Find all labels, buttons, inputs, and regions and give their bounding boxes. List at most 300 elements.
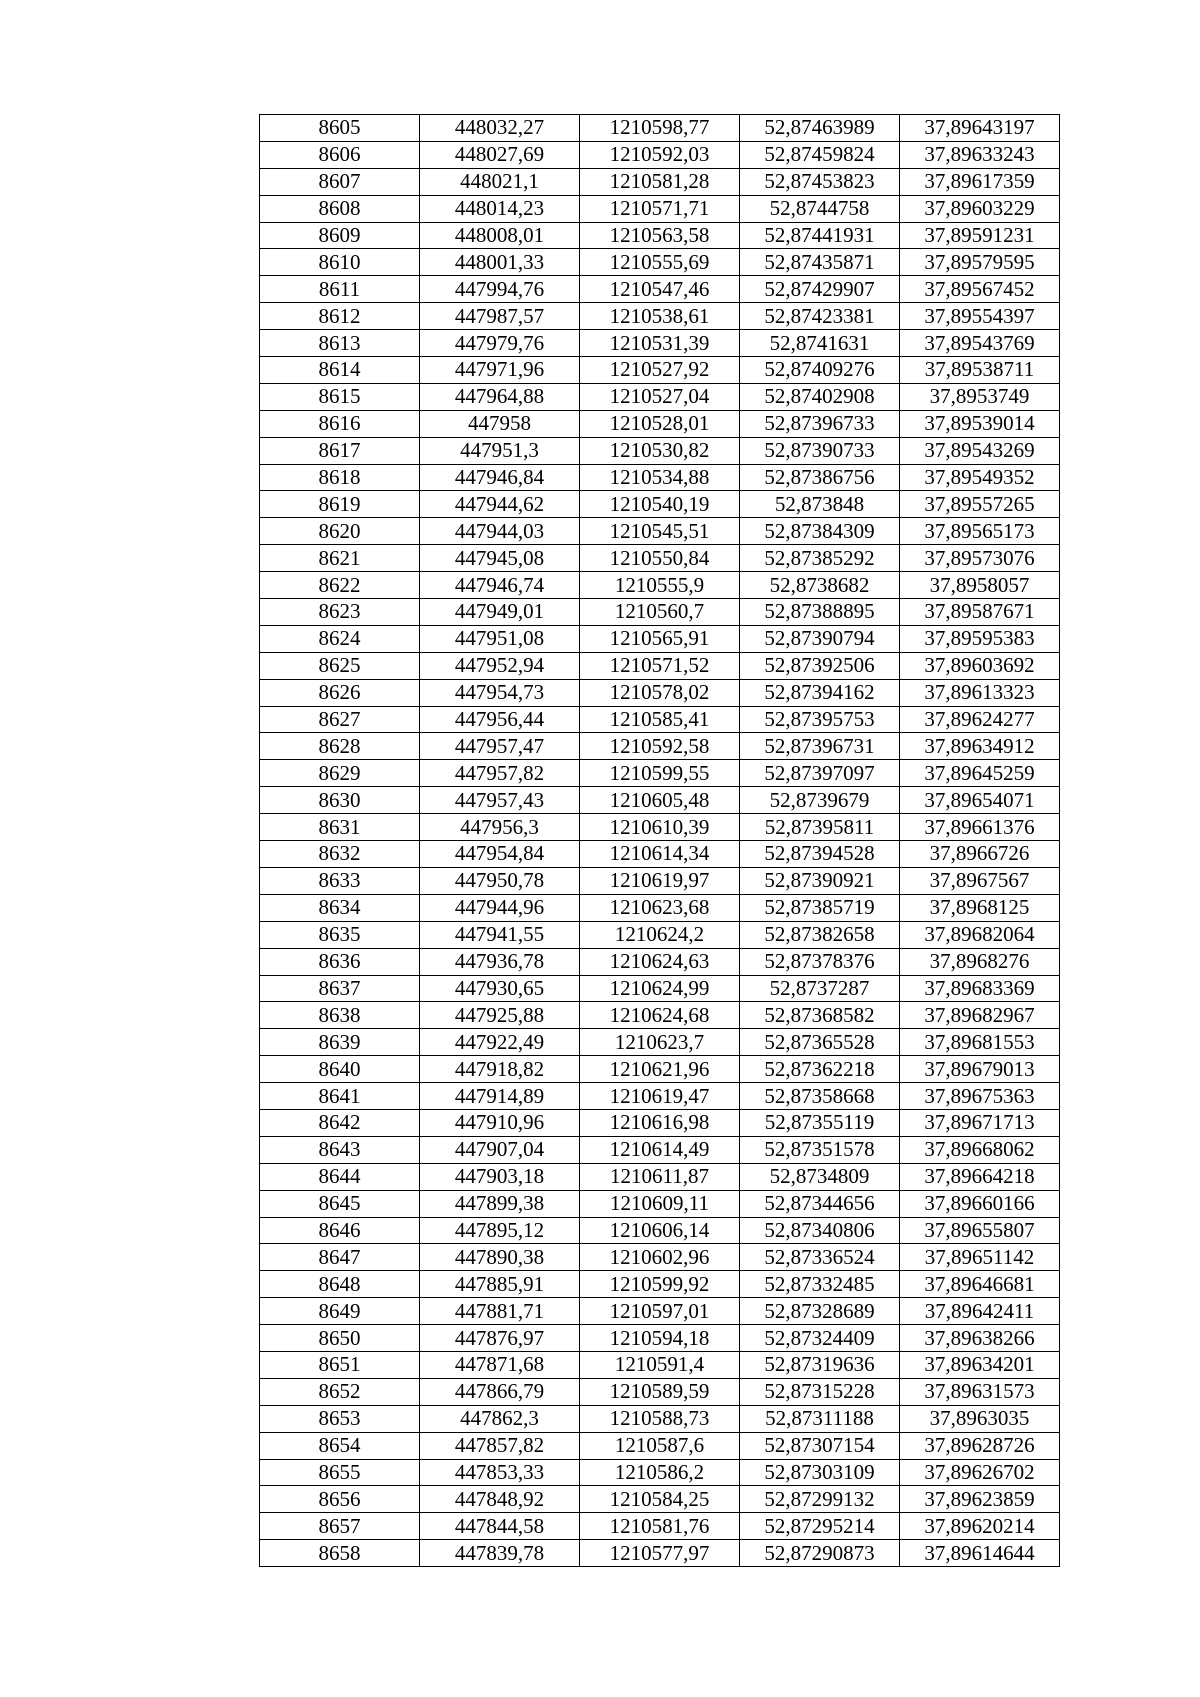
latitude-cell: 52,87385719 (740, 894, 900, 921)
longitude-cell: 37,89634201 (900, 1351, 1060, 1378)
y-coordinate-cell: 1210550,84 (580, 545, 740, 572)
point-number-cell: 8636 (260, 948, 420, 975)
x-coordinate-cell: 447848,92 (420, 1486, 580, 1513)
latitude-cell: 52,8734809 (740, 1163, 900, 1190)
longitude-cell: 37,89683369 (900, 975, 1060, 1002)
table-row (260, 787, 1060, 814)
coordinates-table (259, 114, 1060, 1567)
table-row (260, 276, 1060, 303)
latitude-cell: 52,87394162 (740, 679, 900, 706)
longitude-cell: 37,89664218 (900, 1163, 1060, 1190)
table-row (260, 1378, 1060, 1405)
table-row (260, 1513, 1060, 1540)
point-number-cell: 8630 (260, 787, 420, 814)
point-number-cell: 8607 (260, 168, 420, 195)
y-coordinate-cell: 1210577,97 (580, 1540, 740, 1567)
latitude-cell: 52,8739679 (740, 787, 900, 814)
latitude-cell: 52,87384309 (740, 518, 900, 545)
point-number-cell: 8640 (260, 1056, 420, 1083)
longitude-cell: 37,89633243 (900, 141, 1060, 168)
latitude-cell: 52,87409276 (740, 357, 900, 384)
x-coordinate-cell: 447946,74 (420, 572, 580, 599)
y-coordinate-cell: 1210527,92 (580, 357, 740, 384)
y-coordinate-cell: 1210616,98 (580, 1109, 740, 1136)
table-row (260, 249, 1060, 276)
latitude-cell: 52,87365528 (740, 1029, 900, 1056)
y-coordinate-cell: 1210602,96 (580, 1244, 740, 1271)
latitude-cell: 52,8738682 (740, 572, 900, 599)
x-coordinate-cell: 447957,43 (420, 787, 580, 814)
table-row (260, 437, 1060, 464)
longitude-cell: 37,89543269 (900, 437, 1060, 464)
x-coordinate-cell: 447930,65 (420, 975, 580, 1002)
y-coordinate-cell: 1210619,97 (580, 867, 740, 894)
table-row (260, 599, 1060, 626)
x-coordinate-cell: 447914,89 (420, 1083, 580, 1110)
y-coordinate-cell: 1210581,76 (580, 1513, 740, 1540)
latitude-cell: 52,87441931 (740, 222, 900, 249)
latitude-cell: 52,8741631 (740, 330, 900, 357)
y-coordinate-cell: 1210599,92 (580, 1271, 740, 1298)
x-coordinate-cell: 447839,78 (420, 1540, 580, 1567)
latitude-cell: 52,87368582 (740, 1002, 900, 1029)
table-row (260, 195, 1060, 222)
latitude-cell: 52,87394528 (740, 841, 900, 868)
x-coordinate-cell: 447862,3 (420, 1405, 580, 1432)
point-number-cell: 8609 (260, 222, 420, 249)
point-number-cell: 8611 (260, 276, 420, 303)
y-coordinate-cell: 1210547,46 (580, 276, 740, 303)
table-row (260, 1083, 1060, 1110)
table-row (260, 1136, 1060, 1163)
longitude-cell: 37,89660166 (900, 1190, 1060, 1217)
latitude-cell: 52,873848 (740, 491, 900, 518)
point-number-cell: 8657 (260, 1513, 420, 1540)
point-number-cell: 8615 (260, 383, 420, 410)
longitude-cell: 37,89645259 (900, 760, 1060, 787)
table-row (260, 491, 1060, 518)
latitude-cell: 52,8744758 (740, 195, 900, 222)
point-number-cell: 8634 (260, 894, 420, 921)
y-coordinate-cell: 1210623,68 (580, 894, 740, 921)
y-coordinate-cell: 1210609,11 (580, 1190, 740, 1217)
latitude-cell: 52,87396733 (740, 410, 900, 437)
y-coordinate-cell: 1210599,55 (580, 760, 740, 787)
longitude-cell: 37,89642411 (900, 1298, 1060, 1325)
latitude-cell: 52,87355119 (740, 1109, 900, 1136)
point-number-cell: 8610 (260, 249, 420, 276)
point-number-cell: 8639 (260, 1029, 420, 1056)
longitude-cell: 37,89661376 (900, 814, 1060, 841)
table-row (260, 1351, 1060, 1378)
latitude-cell: 52,87423381 (740, 303, 900, 330)
point-number-cell: 8644 (260, 1163, 420, 1190)
point-number-cell: 8637 (260, 975, 420, 1002)
latitude-cell: 52,87378376 (740, 948, 900, 975)
y-coordinate-cell: 1210624,68 (580, 1002, 740, 1029)
x-coordinate-cell: 447952,94 (420, 652, 580, 679)
x-coordinate-cell: 447987,57 (420, 303, 580, 330)
y-coordinate-cell: 1210591,4 (580, 1351, 740, 1378)
x-coordinate-cell: 447964,88 (420, 383, 580, 410)
longitude-cell: 37,89624277 (900, 706, 1060, 733)
x-coordinate-cell: 447957,82 (420, 760, 580, 787)
point-number-cell: 8638 (260, 1002, 420, 1029)
point-number-cell: 8624 (260, 625, 420, 652)
latitude-cell: 52,87390921 (740, 867, 900, 894)
x-coordinate-cell: 447954,84 (420, 841, 580, 868)
y-coordinate-cell: 1210585,41 (580, 706, 740, 733)
y-coordinate-cell: 1210581,28 (580, 168, 740, 195)
point-number-cell: 8620 (260, 518, 420, 545)
latitude-cell: 52,87303109 (740, 1459, 900, 1486)
x-coordinate-cell: 448014,23 (420, 195, 580, 222)
point-number-cell: 8621 (260, 545, 420, 572)
table-row (260, 652, 1060, 679)
longitude-cell: 37,89587671 (900, 599, 1060, 626)
table-row (260, 679, 1060, 706)
longitude-cell: 37,89671713 (900, 1109, 1060, 1136)
point-number-cell: 8625 (260, 652, 420, 679)
y-coordinate-cell: 1210540,19 (580, 491, 740, 518)
y-coordinate-cell: 1210597,01 (580, 1298, 740, 1325)
x-coordinate-cell: 447944,03 (420, 518, 580, 545)
y-coordinate-cell: 1210571,52 (580, 652, 740, 679)
longitude-cell: 37,89646681 (900, 1271, 1060, 1298)
x-coordinate-cell: 447944,62 (420, 491, 580, 518)
x-coordinate-cell: 447979,76 (420, 330, 580, 357)
longitude-cell: 37,8963035 (900, 1405, 1060, 1432)
y-coordinate-cell: 1210565,91 (580, 625, 740, 652)
longitude-cell: 37,89638266 (900, 1325, 1060, 1352)
latitude-cell: 52,87358668 (740, 1083, 900, 1110)
x-coordinate-cell: 447951,08 (420, 625, 580, 652)
longitude-cell: 37,89675363 (900, 1083, 1060, 1110)
longitude-cell: 37,89549352 (900, 464, 1060, 491)
point-number-cell: 8606 (260, 141, 420, 168)
longitude-cell: 37,89682064 (900, 921, 1060, 948)
longitude-cell: 37,89654071 (900, 787, 1060, 814)
x-coordinate-cell: 447881,71 (420, 1298, 580, 1325)
y-coordinate-cell: 1210555,69 (580, 249, 740, 276)
x-coordinate-cell: 447946,84 (420, 464, 580, 491)
longitude-cell: 37,89651142 (900, 1244, 1060, 1271)
table-row (260, 1325, 1060, 1352)
longitude-cell: 37,89579595 (900, 249, 1060, 276)
longitude-cell: 37,89643197 (900, 115, 1060, 142)
y-coordinate-cell: 1210563,58 (580, 222, 740, 249)
table-row (260, 706, 1060, 733)
latitude-cell: 52,87397097 (740, 760, 900, 787)
y-coordinate-cell: 1210587,6 (580, 1432, 740, 1459)
y-coordinate-cell: 1210588,73 (580, 1405, 740, 1432)
table-row (260, 222, 1060, 249)
latitude-cell: 52,87390733 (740, 437, 900, 464)
longitude-cell: 37,8967567 (900, 867, 1060, 894)
longitude-cell: 37,8968125 (900, 894, 1060, 921)
latitude-cell: 52,87402908 (740, 383, 900, 410)
x-coordinate-cell: 447922,49 (420, 1029, 580, 1056)
table-row (260, 1486, 1060, 1513)
x-coordinate-cell: 447907,04 (420, 1136, 580, 1163)
latitude-cell: 52,87388895 (740, 599, 900, 626)
longitude-cell: 37,89628726 (900, 1432, 1060, 1459)
latitude-cell: 52,87453823 (740, 168, 900, 195)
table-row (260, 1540, 1060, 1567)
latitude-cell: 52,87382658 (740, 921, 900, 948)
point-number-cell: 8647 (260, 1244, 420, 1271)
table-row (260, 1163, 1060, 1190)
y-coordinate-cell: 1210624,2 (580, 921, 740, 948)
latitude-cell: 52,87392506 (740, 652, 900, 679)
table-row (260, 841, 1060, 868)
y-coordinate-cell: 1210527,04 (580, 383, 740, 410)
point-number-cell: 8653 (260, 1405, 420, 1432)
x-coordinate-cell: 447945,08 (420, 545, 580, 572)
x-coordinate-cell: 447954,73 (420, 679, 580, 706)
point-number-cell: 8633 (260, 867, 420, 894)
table-row (260, 1459, 1060, 1486)
y-coordinate-cell: 1210592,58 (580, 733, 740, 760)
table-row (260, 948, 1060, 975)
point-number-cell: 8608 (260, 195, 420, 222)
x-coordinate-cell: 447890,38 (420, 1244, 580, 1271)
table-row (260, 518, 1060, 545)
latitude-cell: 52,87390794 (740, 625, 900, 652)
point-number-cell: 8635 (260, 921, 420, 948)
latitude-cell: 52,87344656 (740, 1190, 900, 1217)
x-coordinate-cell: 447957,47 (420, 733, 580, 760)
point-number-cell: 8654 (260, 1432, 420, 1459)
longitude-cell: 37,89626702 (900, 1459, 1060, 1486)
latitude-cell: 52,87459824 (740, 141, 900, 168)
latitude-cell: 52,87290873 (740, 1540, 900, 1567)
latitude-cell: 52,87351578 (740, 1136, 900, 1163)
longitude-cell: 37,89595383 (900, 625, 1060, 652)
table-row (260, 1244, 1060, 1271)
longitude-cell: 37,8966726 (900, 841, 1060, 868)
table-row (260, 1190, 1060, 1217)
x-coordinate-cell: 448001,33 (420, 249, 580, 276)
coordinates-table-body (260, 115, 1060, 1567)
y-coordinate-cell: 1210571,71 (580, 195, 740, 222)
y-coordinate-cell: 1210610,39 (580, 814, 740, 841)
table-row (260, 168, 1060, 195)
x-coordinate-cell: 447876,97 (420, 1325, 580, 1352)
longitude-cell: 37,89538711 (900, 357, 1060, 384)
y-coordinate-cell: 1210589,59 (580, 1378, 740, 1405)
x-coordinate-cell: 447844,58 (420, 1513, 580, 1540)
table-row (260, 733, 1060, 760)
point-number-cell: 8627 (260, 706, 420, 733)
y-coordinate-cell: 1210619,47 (580, 1083, 740, 1110)
point-number-cell: 8614 (260, 357, 420, 384)
table-row (260, 572, 1060, 599)
longitude-cell: 37,8958057 (900, 572, 1060, 599)
y-coordinate-cell: 1210605,48 (580, 787, 740, 814)
point-number-cell: 8649 (260, 1298, 420, 1325)
x-coordinate-cell: 448021,1 (420, 168, 580, 195)
x-coordinate-cell: 447853,33 (420, 1459, 580, 1486)
point-number-cell: 8623 (260, 599, 420, 626)
y-coordinate-cell: 1210586,2 (580, 1459, 740, 1486)
longitude-cell: 37,89573076 (900, 545, 1060, 572)
longitude-cell: 37,89567452 (900, 276, 1060, 303)
y-coordinate-cell: 1210624,63 (580, 948, 740, 975)
point-number-cell: 8655 (260, 1459, 420, 1486)
point-number-cell: 8628 (260, 733, 420, 760)
table-row (260, 921, 1060, 948)
table-row (260, 330, 1060, 357)
y-coordinate-cell: 1210530,82 (580, 437, 740, 464)
point-number-cell: 8613 (260, 330, 420, 357)
latitude-cell: 52,87315228 (740, 1378, 900, 1405)
latitude-cell: 52,87307154 (740, 1432, 900, 1459)
point-number-cell: 8622 (260, 572, 420, 599)
table-row (260, 1109, 1060, 1136)
latitude-cell: 52,87319636 (740, 1351, 900, 1378)
longitude-cell: 37,89668062 (900, 1136, 1060, 1163)
y-coordinate-cell: 1210623,7 (580, 1029, 740, 1056)
latitude-cell: 52,87463989 (740, 115, 900, 142)
latitude-cell: 52,87395811 (740, 814, 900, 841)
x-coordinate-cell: 448008,01 (420, 222, 580, 249)
point-number-cell: 8648 (260, 1271, 420, 1298)
x-coordinate-cell: 447936,78 (420, 948, 580, 975)
longitude-cell: 37,89620214 (900, 1513, 1060, 1540)
latitude-cell: 52,87395753 (740, 706, 900, 733)
latitude-cell: 52,87429907 (740, 276, 900, 303)
latitude-cell: 52,8737287 (740, 975, 900, 1002)
point-number-cell: 8642 (260, 1109, 420, 1136)
longitude-cell: 37,89603692 (900, 652, 1060, 679)
longitude-cell: 37,89655807 (900, 1217, 1060, 1244)
longitude-cell: 37,8968276 (900, 948, 1060, 975)
table-row (260, 410, 1060, 437)
x-coordinate-cell: 447895,12 (420, 1217, 580, 1244)
point-number-cell: 8652 (260, 1378, 420, 1405)
point-number-cell: 8619 (260, 491, 420, 518)
y-coordinate-cell: 1210584,25 (580, 1486, 740, 1513)
x-coordinate-cell: 447994,76 (420, 276, 580, 303)
longitude-cell: 37,89539014 (900, 410, 1060, 437)
x-coordinate-cell: 447871,68 (420, 1351, 580, 1378)
table-row (260, 141, 1060, 168)
x-coordinate-cell: 447951,3 (420, 437, 580, 464)
x-coordinate-cell: 447857,82 (420, 1432, 580, 1459)
x-coordinate-cell: 447885,91 (420, 1271, 580, 1298)
table-row (260, 975, 1060, 1002)
longitude-cell: 37,89554397 (900, 303, 1060, 330)
longitude-cell: 37,89679013 (900, 1056, 1060, 1083)
point-number-cell: 8641 (260, 1083, 420, 1110)
table-row (260, 1432, 1060, 1459)
table-row (260, 1298, 1060, 1325)
table-row (260, 625, 1060, 652)
longitude-cell: 37,89681553 (900, 1029, 1060, 1056)
y-coordinate-cell: 1210545,51 (580, 518, 740, 545)
point-number-cell: 8632 (260, 841, 420, 868)
table-row (260, 464, 1060, 491)
latitude-cell: 52,87328689 (740, 1298, 900, 1325)
y-coordinate-cell: 1210606,14 (580, 1217, 740, 1244)
longitude-cell: 37,89591231 (900, 222, 1060, 249)
point-number-cell: 8645 (260, 1190, 420, 1217)
longitude-cell: 37,89557265 (900, 491, 1060, 518)
x-coordinate-cell: 447971,96 (420, 357, 580, 384)
y-coordinate-cell: 1210621,96 (580, 1056, 740, 1083)
latitude-cell: 52,87386756 (740, 464, 900, 491)
x-coordinate-cell: 448032,27 (420, 115, 580, 142)
latitude-cell: 52,87435871 (740, 249, 900, 276)
x-coordinate-cell: 447866,79 (420, 1378, 580, 1405)
table-row (260, 760, 1060, 787)
table-row (260, 814, 1060, 841)
y-coordinate-cell: 1210614,49 (580, 1136, 740, 1163)
longitude-cell: 37,89682967 (900, 1002, 1060, 1029)
point-number-cell: 8626 (260, 679, 420, 706)
y-coordinate-cell: 1210614,34 (580, 841, 740, 868)
longitude-cell: 37,89613323 (900, 679, 1060, 706)
x-coordinate-cell: 447949,01 (420, 599, 580, 626)
longitude-cell: 37,89634912 (900, 733, 1060, 760)
x-coordinate-cell: 448027,69 (420, 141, 580, 168)
y-coordinate-cell: 1210528,01 (580, 410, 740, 437)
longitude-cell: 37,8953749 (900, 383, 1060, 410)
y-coordinate-cell: 1210538,61 (580, 303, 740, 330)
table-row (260, 357, 1060, 384)
y-coordinate-cell: 1210531,39 (580, 330, 740, 357)
point-number-cell: 8618 (260, 464, 420, 491)
latitude-cell: 52,87332485 (740, 1271, 900, 1298)
x-coordinate-cell: 447956,44 (420, 706, 580, 733)
point-number-cell: 8629 (260, 760, 420, 787)
latitude-cell: 52,87336524 (740, 1244, 900, 1271)
table-row (260, 1271, 1060, 1298)
table-row (260, 1002, 1060, 1029)
point-number-cell: 8616 (260, 410, 420, 437)
y-coordinate-cell: 1210624,99 (580, 975, 740, 1002)
table-row (260, 894, 1060, 921)
y-coordinate-cell: 1210598,77 (580, 115, 740, 142)
longitude-cell: 37,89565173 (900, 518, 1060, 545)
latitude-cell: 52,87362218 (740, 1056, 900, 1083)
x-coordinate-cell: 447958 (420, 410, 580, 437)
y-coordinate-cell: 1210578,02 (580, 679, 740, 706)
table-row (260, 545, 1060, 572)
point-number-cell: 8658 (260, 1540, 420, 1567)
table-row (260, 1217, 1060, 1244)
x-coordinate-cell: 447903,18 (420, 1163, 580, 1190)
x-coordinate-cell: 447899,38 (420, 1190, 580, 1217)
x-coordinate-cell: 447941,55 (420, 921, 580, 948)
table-row (260, 1405, 1060, 1432)
x-coordinate-cell: 447910,96 (420, 1109, 580, 1136)
point-number-cell: 8605 (260, 115, 420, 142)
table-row (260, 867, 1060, 894)
latitude-cell: 52,87324409 (740, 1325, 900, 1352)
longitude-cell: 37,89543769 (900, 330, 1060, 357)
point-number-cell: 8612 (260, 303, 420, 330)
longitude-cell: 37,89603229 (900, 195, 1060, 222)
table-row (260, 1029, 1060, 1056)
longitude-cell: 37,89623859 (900, 1486, 1060, 1513)
y-coordinate-cell: 1210555,9 (580, 572, 740, 599)
point-number-cell: 8643 (260, 1136, 420, 1163)
point-number-cell: 8650 (260, 1325, 420, 1352)
x-coordinate-cell: 447925,88 (420, 1002, 580, 1029)
latitude-cell: 52,87295214 (740, 1513, 900, 1540)
